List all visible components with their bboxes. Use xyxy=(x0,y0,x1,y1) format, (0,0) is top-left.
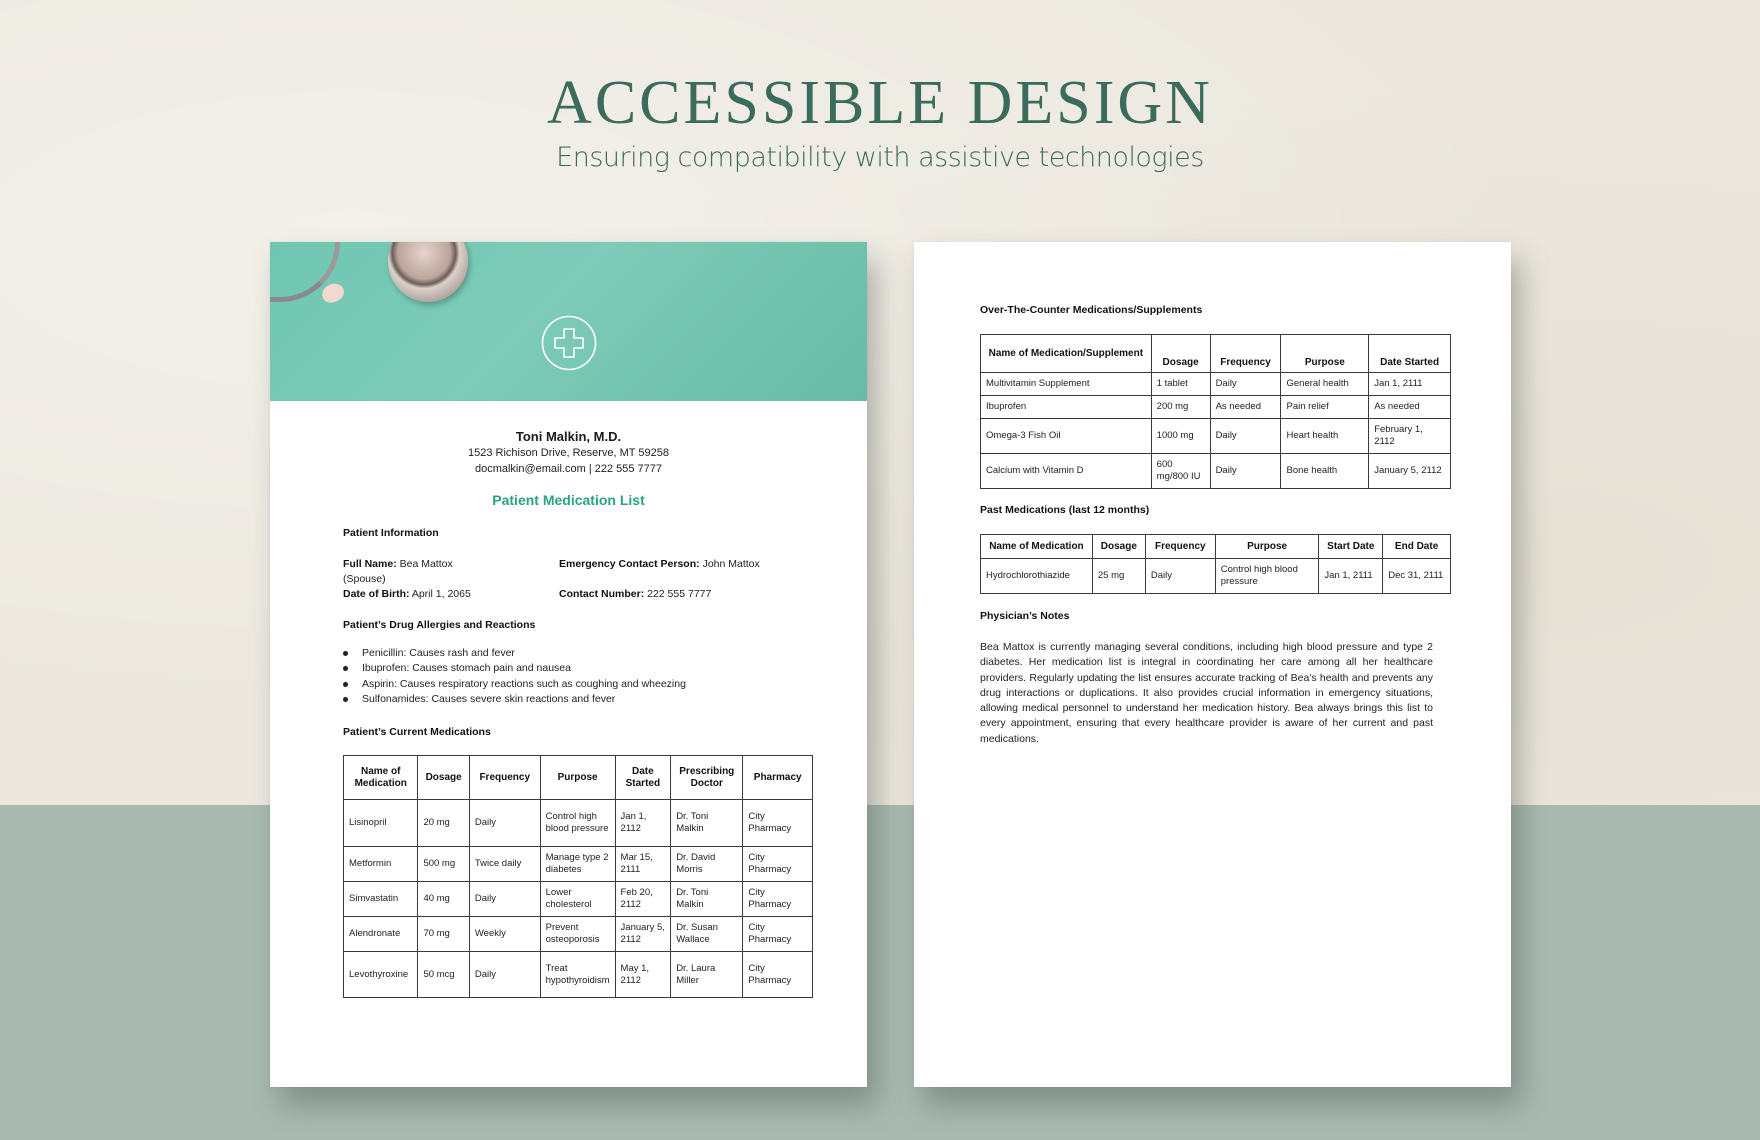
full-name-value: Bea Mattox xyxy=(399,558,453,570)
table-header-row xyxy=(981,535,1451,559)
table-cell: Bone health xyxy=(1281,454,1369,489)
doctor-address: 1523 Richison Drive, Reserve, MT 59258 xyxy=(468,447,669,459)
table-header-row xyxy=(981,335,1451,373)
table-cell: Pain relief xyxy=(1281,396,1369,419)
doctor-contact: docmalkin@email.com | 222 555 7777 xyxy=(474,463,663,475)
table-cell: Hydrochlorothiazide xyxy=(981,559,1093,594)
column-header: Frequency xyxy=(1145,535,1215,559)
table-cell: Daily xyxy=(469,952,540,998)
table-cell: Daily xyxy=(1210,419,1281,454)
patient-info-heading: Patient Information xyxy=(343,527,439,539)
column-header: Date Started xyxy=(615,756,671,800)
allergies-list xyxy=(343,646,686,707)
past-medications-heading: Past Medications (last 12 months) xyxy=(980,504,1150,516)
emergency-contact-label: Emergency Contact Person xyxy=(559,558,697,570)
column-header: Purpose xyxy=(1215,535,1319,559)
table-header-row xyxy=(344,756,813,800)
dob-value: April 1, 2065 xyxy=(411,588,471,600)
table-cell: Dr. Toni Malkin xyxy=(671,882,743,917)
table-cell: 70 mg xyxy=(418,917,469,952)
contact-number-value: 222 555 7777 xyxy=(647,588,712,600)
column-header: End Date xyxy=(1383,535,1451,559)
table-cell: General health xyxy=(1281,373,1369,396)
otc-heading: Over-The-Counter Medications/Supplements xyxy=(980,304,1203,316)
table-cell: Mar 15, 2111 xyxy=(615,847,671,882)
table-cell: Levothyroxine xyxy=(344,952,418,998)
contact-number-label: Contact Number xyxy=(559,588,641,600)
physician-notes-text: Bea Mattox is currently managing several conditions, including high blood pressure and type 2 diabetes. Her medication list is integral in coordinating her care among all her healthcare providers. Regularly updating the list ensures accurate tracking of Bea's health and prevents any drug interactions or duplications. It also provides crucial information in emergency situations, allowing medical personnel to understand her medication history. Bea always brings this list to every appointment, ensuring that every healthcare provider is aware of her current and past medications. xyxy=(980,641,1433,745)
table-cell: Dr. Laura Miller xyxy=(671,952,743,998)
table-cell: Daily xyxy=(1210,373,1281,396)
table-cell: January 5, 2112 xyxy=(615,917,671,952)
column-header: Dosage xyxy=(1092,535,1145,559)
table-cell: Jan 1, 2111 xyxy=(1369,373,1451,396)
table-cell: As needed xyxy=(1210,396,1281,419)
doctor-name: Toni Malkin, M.D. xyxy=(515,429,622,444)
column-header: Pharmacy xyxy=(743,756,813,800)
table-cell: Treat hypothyroidism xyxy=(540,952,615,998)
table-row xyxy=(981,373,1451,396)
allergy-item: Sulfonamides: Causes severe skin reactions and fever xyxy=(343,692,686,707)
table-cell: Daily xyxy=(469,800,540,847)
table-cell: Feb 20, 2112 xyxy=(615,882,671,917)
allergy-item: Aspirin: Causes respiratory reactions such as coughing and wheezing xyxy=(343,677,686,692)
table-cell: 200 mg xyxy=(1151,396,1210,419)
table-cell: 25 mg xyxy=(1092,559,1145,594)
column-header: Purpose xyxy=(540,756,615,800)
column-header: Name of Medication/Supplement xyxy=(981,335,1152,373)
table-row xyxy=(981,396,1451,419)
table-cell: 600 mg/800 IU xyxy=(1151,454,1210,489)
spouse-note: (Spouse) xyxy=(343,573,386,585)
otc-medications-table xyxy=(980,334,1451,489)
patient-name-block: Full Name: Bea Mattox (Spouse) Date of Birth: April 1, 2065 xyxy=(343,557,553,602)
table-cell: Jan 1, 2111 xyxy=(1319,559,1383,594)
column-header: Prescribing Doctor xyxy=(671,756,743,800)
full-name-label: Full Name xyxy=(343,558,394,570)
column-header: Purpose xyxy=(1281,335,1369,373)
table-cell: 500 mg xyxy=(418,847,469,882)
column-header: Dosage xyxy=(1151,335,1210,373)
physician-notes-heading: Physician’s Notes xyxy=(980,610,1070,622)
table-cell: Simvastatin xyxy=(344,882,418,917)
column-header: Frequency xyxy=(1210,335,1281,373)
column-header: Date Started xyxy=(1369,335,1451,373)
banner-subtitle: Ensuring compatibility with assistive technologies xyxy=(556,142,1204,173)
table-cell: City Pharmacy xyxy=(743,882,813,917)
table-cell: 50 mcg xyxy=(418,952,469,998)
table-cell: Daily xyxy=(469,882,540,917)
table-cell: Multivitamin Supplement xyxy=(981,373,1152,396)
table-cell: Jan 1, 2112 xyxy=(615,800,671,847)
document-title: Patient Medication List xyxy=(492,492,645,508)
table-cell: City Pharmacy xyxy=(743,952,813,998)
table-cell: February 1, 2112 xyxy=(1369,419,1451,454)
table-cell: Dr. Susan Wallace xyxy=(671,917,743,952)
table-cell: City Pharmacy xyxy=(743,847,813,882)
past-medications-table xyxy=(980,534,1451,594)
table-row xyxy=(344,800,813,847)
table-cell: As needed xyxy=(1369,396,1451,419)
banner-title: ACCESSIBLE DESIGN xyxy=(547,69,1213,137)
current-medications-heading: Patient’s Current Medications xyxy=(343,726,491,738)
table-row xyxy=(344,952,813,998)
table-cell: Alendronate xyxy=(344,917,418,952)
table-cell: Manage type 2 diabetes xyxy=(540,847,615,882)
table-cell: Twice daily xyxy=(469,847,540,882)
table-row xyxy=(981,419,1451,454)
column-header: Dosage xyxy=(418,756,469,800)
table-row xyxy=(344,847,813,882)
table-cell: Dr. David Morris xyxy=(671,847,743,882)
table-cell: 20 mg xyxy=(418,800,469,847)
table-cell: Prevent osteoporosis xyxy=(540,917,615,952)
table-cell: Omega-3 Fish Oil xyxy=(981,419,1152,454)
table-row xyxy=(981,454,1451,489)
current-medications-table xyxy=(343,755,813,998)
table-cell: Lower cholesterol xyxy=(540,882,615,917)
allergy-item: Penicillin: Causes rash and fever xyxy=(343,646,686,661)
table-cell: Dr. Toni Malkin xyxy=(671,800,743,847)
document-page-1 xyxy=(270,242,867,1087)
emergency-contact-block: Emergency Contact Person: John Mattox Contact Number: 222 555 7777 xyxy=(559,558,760,600)
emergency-contact-value: John Mattox xyxy=(702,558,760,570)
table-cell: City Pharmacy xyxy=(743,917,813,952)
table-cell: Control high blood pressure xyxy=(1215,559,1319,594)
allergy-item: Ibuprofen: Causes stomach pain and nausea xyxy=(343,661,686,676)
table-row xyxy=(344,917,813,952)
column-header: Name of Medication xyxy=(981,535,1093,559)
table-cell: Daily xyxy=(1145,559,1215,594)
table-cell: January 5, 2112 xyxy=(1369,454,1451,489)
table-cell: 1 tablet xyxy=(1151,373,1210,396)
table-cell: Weekly xyxy=(469,917,540,952)
column-header: Start Date xyxy=(1319,535,1383,559)
table-cell: Ibuprofen xyxy=(981,396,1152,419)
table-cell: Heart health xyxy=(1281,419,1369,454)
table-cell: Calcium with Vitamin D xyxy=(981,454,1152,489)
allergies-heading: Patient’s Drug Allergies and Reactions xyxy=(343,619,536,631)
table-row xyxy=(344,882,813,917)
document-page-2 xyxy=(914,242,1511,1087)
table-cell: Dec 31, 2111 xyxy=(1383,559,1451,594)
table-cell: 1000 mg xyxy=(1151,419,1210,454)
table-cell: Metformin xyxy=(344,847,418,882)
dob-label: Date of Birth xyxy=(343,588,406,600)
column-header: Name of Medication xyxy=(344,756,418,800)
table-cell: May 1, 2112 xyxy=(615,952,671,998)
table-cell: Lisinopril xyxy=(344,800,418,847)
table-cell: Control high blood pressure xyxy=(540,800,615,847)
table-row xyxy=(981,559,1451,594)
table-cell: City Pharmacy xyxy=(743,800,813,847)
table-cell: Daily xyxy=(1210,454,1281,489)
table-cell: 40 mg xyxy=(418,882,469,917)
column-header: Frequency xyxy=(469,756,540,800)
